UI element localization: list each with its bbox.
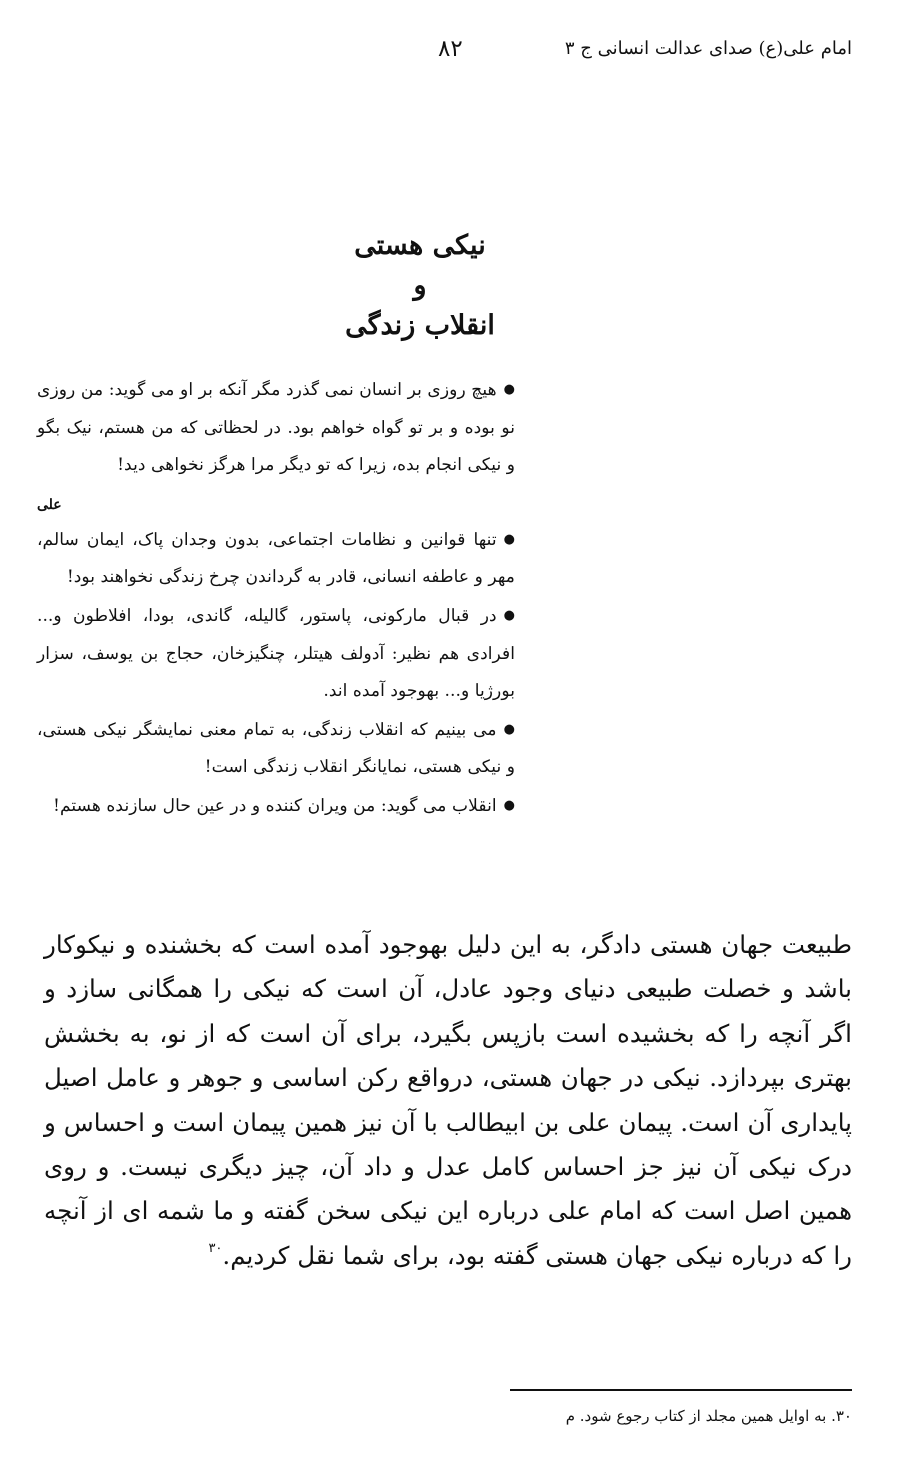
quote-1: [37, 371, 515, 485]
bullet-icon: ●: [503, 382, 515, 397]
bullet-icon: ●: [503, 607, 515, 623]
quote-1-text: هیچ روزی بر انسان نمی گذرد مگر آنکه بر او می گوید: من روزی نو بوده و بر تو گواه خواهم بود. در لحظاتی که من هستم، نیک بگو و نیکی انجام بده، زیرا که تو دیگر مرا هرگز نخواهی دید!: [37, 380, 515, 476]
page-number: ۸۲: [438, 36, 463, 62]
footnote: ۳۰. به اوایل همین مجلد از کتاب رجوع شود. م: [565, 1407, 852, 1425]
quote-3-text: در قبال مارکونی، پاستور، گالیله، گاندی، بودا، افلاطون و... افرادی هم نظیر: آدولف هیتلر، چنگیزخان، حجاج بن یوسف، سزار بورژیا و... بهوجود آمده اند.: [37, 605, 515, 702]
quote-2-text: تنها قوانین و نظامات اجتماعی، بدون وجدان پاک، ایمان سالم، مهر و عاطفه انسانی، قادر به گرداندن چرخ زندگی نخواهند بود!: [37, 529, 515, 588]
quote-5-text: انقلاب می گوید: من ویران کننده و در عین حال سازنده هستم!: [53, 795, 497, 816]
footnote-divider: [510, 1389, 852, 1391]
quote-1-attribution: علی: [37, 496, 62, 513]
chapter-heading: [325, 226, 515, 346]
quote-3: [37, 597, 515, 711]
body-paragraph: [44, 923, 852, 1278]
bullet-icon: ●: [503, 531, 515, 547]
quote-4-text: می بینیم که انقلاب زندگی، به تمام معنی نمایشگر نیکی هستی، و نیکی هستی، نمایانگر انقلاب زندگی است!: [37, 719, 515, 778]
chapter-title-line-2: و: [413, 270, 427, 301]
bullet-icon: ●: [503, 797, 515, 813]
footnote-reference[interactable]: ۳۰: [208, 1240, 223, 1256]
chapter-title-line-1: نیکی هستی: [354, 230, 486, 261]
running-header: [60, 38, 852, 72]
bullet-icon: ●: [503, 721, 515, 737]
book-title: امام علی(ع) صدای عدالت انسانی ج ۳: [564, 38, 852, 59]
quote-5: [37, 787, 515, 826]
body-paragraph-text: طبیعت جهان هستی دادگر، به این دلیل بهوجود آمده است که بخشنده و نیکوکار باشد و خصلت طبیعی دنیای وجود عادل، آن است که نیکی را همگانی سازد و اگر آنچه را که بخشیده است بازپس بگیرد، برای آن است که از نو، به بخشش بهتری بپردازد. نیکی در جهان هستی، درواقع رکن اساسی و جوهر و عامل اصیل پایداری آن است. پیمان علی بن ابیطالب با آن نیز همین پیمان است و احساس و درک نیکی آن نیز جز احساس کامل عدل و داد آن، چیز دیگری نیست. و روی همین اصل است که امام علی درباره این نیکی سخن گفته و ما شمه ای از آنچه را که درباره نیکی جهان هستی گفته بود، برای شما نقل کردیم.: [44, 930, 852, 1270]
quote-2: [37, 521, 515, 597]
chapter-title-line-3: انقلاب زندگی: [345, 310, 495, 341]
quote-4: [37, 711, 515, 787]
epigraph-quotes: [37, 371, 515, 826]
